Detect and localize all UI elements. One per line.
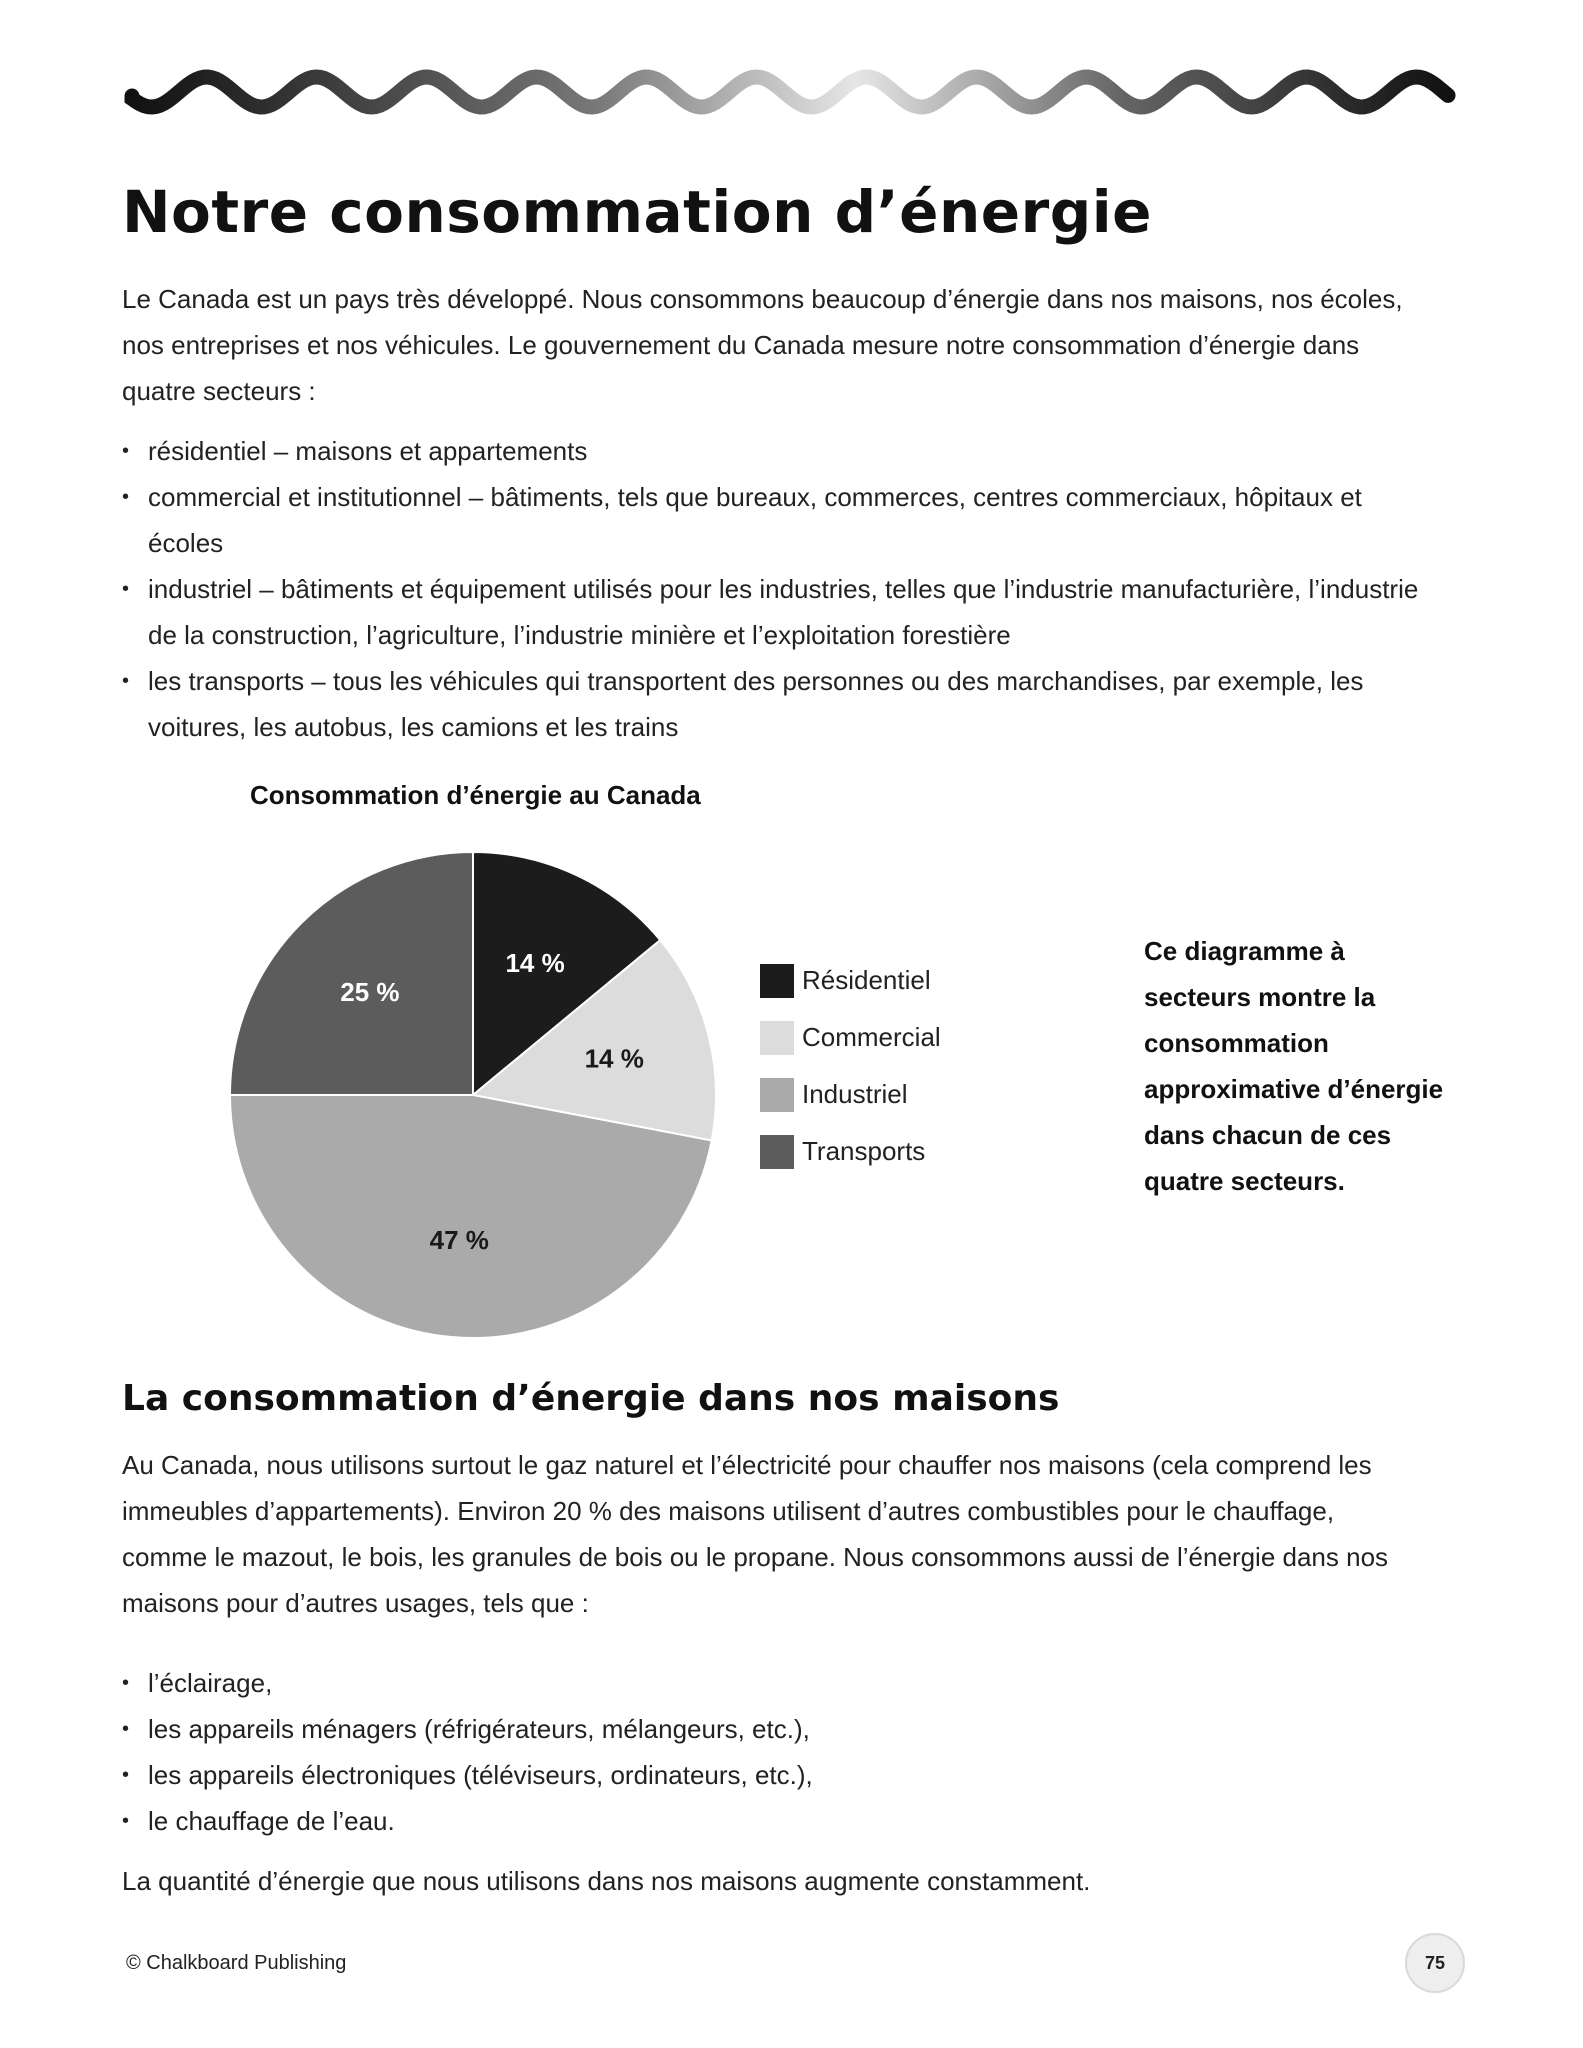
page-title: Notre consommation d’énergie [122, 178, 1152, 246]
pie-slice-transports [230, 852, 473, 1095]
legend-swatch [760, 1078, 794, 1112]
page-number: 75 [1405, 1933, 1465, 1993]
pie-chart [228, 850, 718, 1340]
pie-data-label: 14 % [584, 1043, 644, 1074]
list-item: • les transports – tous les véhicules qui transportent des personnes ou des marchandises, par exemple, les voitures, les autobus, les camions et les trains [122, 658, 1422, 750]
chart-note: Ce diagramme à secteurs montre la consommation approximative d’énergie dans chacun de ces quatre secteurs. [1144, 936, 1444, 1196]
list-item: • le chauffage de l’eau. [122, 1798, 1422, 1844]
legend-item [760, 1123, 941, 1180]
decorative-wave-border [124, 62, 1458, 116]
legend-item [760, 952, 941, 1009]
sector-list [122, 428, 1422, 750]
home-uses-list [122, 1660, 1422, 1844]
pie-data-label: 25 % [340, 976, 400, 1007]
legend-label: Résidentiel [802, 965, 931, 995]
section-title: La consommation d’énergie dans nos maisons [122, 1378, 1060, 1419]
legend-swatch [760, 1135, 794, 1169]
closing-paragraph: La quantité d’énergie que nous utilisons dans nos maisons augmente constamment. [122, 1866, 1091, 1896]
list-item: • résidentiel – maisons et appartements [122, 428, 1422, 474]
chart-title: Consommation d’énergie au Canada [250, 780, 701, 810]
legend-label: Industriel [802, 1079, 908, 1109]
list-item: • les appareils électroniques (téléviseurs, ordinateurs, etc.), [122, 1752, 1422, 1798]
pie-data-label: 14 % [505, 948, 565, 979]
legend-swatch [760, 1021, 794, 1055]
list-item: • l’éclairage, [122, 1660, 1422, 1706]
pie-data-label: 47 % [429, 1225, 489, 1256]
legend-swatch [760, 964, 794, 998]
legend-item [760, 1009, 941, 1066]
list-item: • industriel – bâtiments et équipement utilisés pour les industries, telles que l’industrie manufacturière, l’industrie de la construction, l’agriculture, l’industrie minière et l’exploitation forestière [122, 566, 1422, 658]
legend-item [760, 1066, 941, 1123]
chart-legend [760, 952, 941, 1180]
pie-slice-industriel [230, 1095, 712, 1338]
intro-paragraph: Le Canada est un pays très développé. Nous consommons beaucoup d’énergie dans nos maisons, nos écoles, nos entreprises et nos véhicules. Le gouvernement du Canada mesure notre consommation d’énergie dans quatre secteurs : [122, 284, 1403, 406]
legend-label: Commercial [802, 1022, 941, 1052]
copyright-text: © Chalkboard Publishing [126, 1952, 347, 1974]
list-item: • les appareils ménagers (réfrigérateurs, mélangeurs, etc.), [122, 1706, 1422, 1752]
list-item: • commercial et institutionnel – bâtiments, tels que bureaux, commerces, centres commerciaux, hôpitaux et écoles [122, 474, 1422, 566]
legend-label: Transports [802, 1136, 926, 1166]
homes-paragraph: Au Canada, nous utilisons surtout le gaz naturel et l’électricité pour chauffer nos maisons (cela comprend les immeubles d’appartements). Environ 20 % des maisons utilisent d’autres combustibles pour le chauffage, comme le mazout, le bois, les granules de bois ou le propane. Nous consommons aussi de l’énergie dans nos maisons pour d’autres usages, tels que : [122, 1450, 1389, 1618]
